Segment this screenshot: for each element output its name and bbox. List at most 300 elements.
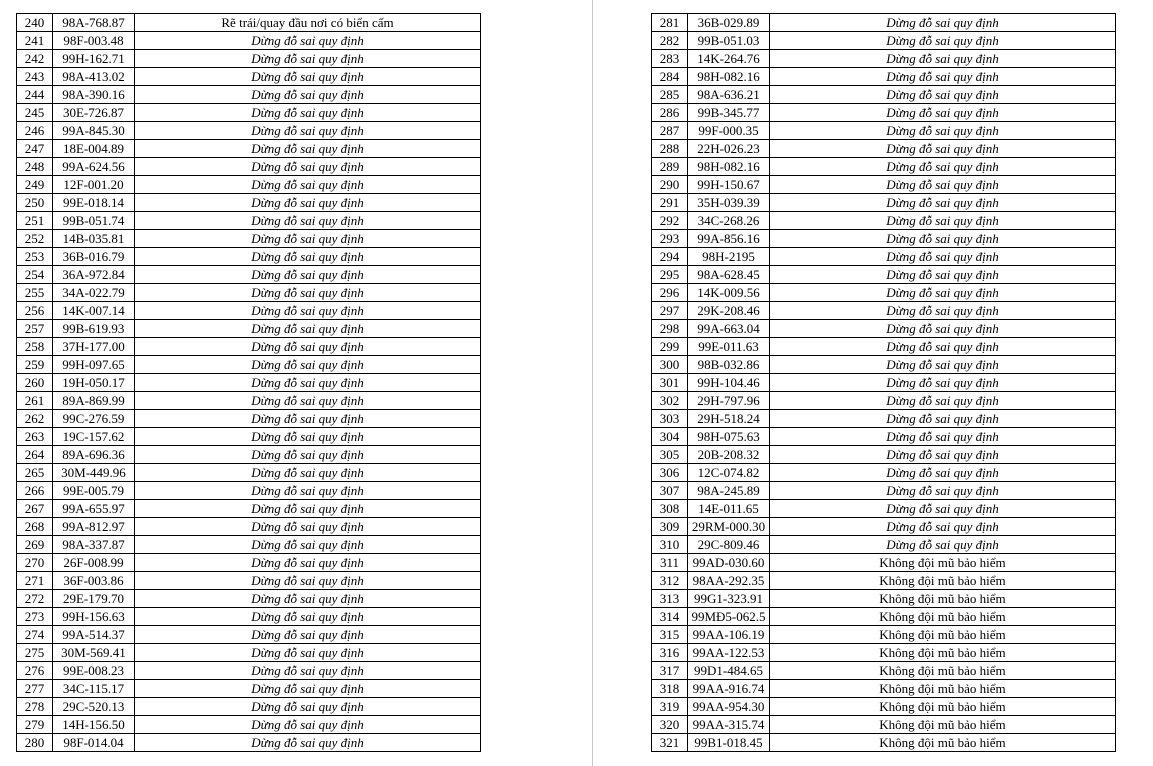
table-row xyxy=(652,356,1116,374)
violation-cell: Dừng đỗ sai quy định xyxy=(135,284,481,302)
violation-cell: Dừng đỗ sai quy định xyxy=(135,356,481,374)
table-row xyxy=(17,86,481,104)
table-row xyxy=(652,644,1116,662)
row-number-cell: 246 xyxy=(17,122,53,140)
row-number-cell: 241 xyxy=(17,32,53,50)
table-row xyxy=(17,662,481,680)
row-number-cell: 321 xyxy=(652,734,688,752)
violation-cell: Dừng đỗ sai quy định xyxy=(135,518,481,536)
violation-cell: Dừng đỗ sai quy định xyxy=(770,176,1116,194)
table-row xyxy=(652,680,1116,698)
violation-cell: Dừng đỗ sai quy định xyxy=(770,86,1116,104)
license-plate-cell: 34A-022.79 xyxy=(53,284,135,302)
table-row xyxy=(17,644,481,662)
row-number-cell: 277 xyxy=(17,680,53,698)
table-row xyxy=(17,230,481,248)
table-row xyxy=(17,590,481,608)
table-row xyxy=(17,518,481,536)
row-number-cell: 245 xyxy=(17,104,53,122)
violation-cell: Không đội mũ bảo hiểm xyxy=(770,734,1116,752)
table-row xyxy=(652,266,1116,284)
row-number-cell: 258 xyxy=(17,338,53,356)
violation-cell: Dừng đỗ sai quy định xyxy=(770,230,1116,248)
row-number-cell: 247 xyxy=(17,140,53,158)
table-row xyxy=(17,68,481,86)
license-plate-cell: 29E-179.70 xyxy=(53,590,135,608)
row-number-cell: 286 xyxy=(652,104,688,122)
row-number-cell: 304 xyxy=(652,428,688,446)
table-row xyxy=(652,446,1116,464)
document-page-right xyxy=(593,0,1153,766)
violation-cell: Dừng đỗ sai quy định xyxy=(770,482,1116,500)
row-number-cell: 301 xyxy=(652,374,688,392)
license-plate-cell: 99B-619.93 xyxy=(53,320,135,338)
row-number-cell: 290 xyxy=(652,176,688,194)
license-plate-cell: 98A-245.89 xyxy=(688,482,770,500)
row-number-cell: 263 xyxy=(17,428,53,446)
violation-cell: Dừng đỗ sai quy định xyxy=(135,212,481,230)
table-row xyxy=(652,572,1116,590)
row-number-cell: 252 xyxy=(17,230,53,248)
row-number-cell: 253 xyxy=(17,248,53,266)
license-plate-cell: 98H-2195 xyxy=(688,248,770,266)
row-number-cell: 279 xyxy=(17,716,53,734)
license-plate-cell: 98H-075.63 xyxy=(688,428,770,446)
table-row xyxy=(17,716,481,734)
row-number-cell: 306 xyxy=(652,464,688,482)
violation-cell: Dừng đỗ sai quy định xyxy=(770,122,1116,140)
row-number-cell: 265 xyxy=(17,464,53,482)
row-number-cell: 244 xyxy=(17,86,53,104)
license-plate-cell: 99AA-954.30 xyxy=(688,698,770,716)
row-number-cell: 294 xyxy=(652,248,688,266)
row-number-cell: 266 xyxy=(17,482,53,500)
table-row xyxy=(652,734,1116,752)
table-row xyxy=(652,338,1116,356)
table-row xyxy=(17,482,481,500)
violation-cell: Dừng đỗ sai quy định xyxy=(135,536,481,554)
row-number-cell: 271 xyxy=(17,572,53,590)
row-number-cell: 313 xyxy=(652,590,688,608)
row-number-cell: 280 xyxy=(17,734,53,752)
row-number-cell: 319 xyxy=(652,698,688,716)
table-row xyxy=(652,302,1116,320)
violation-cell: Dừng đỗ sai quy định xyxy=(135,608,481,626)
license-plate-cell: 99AA-916.74 xyxy=(688,680,770,698)
violation-cell: Dừng đỗ sai quy định xyxy=(770,50,1116,68)
row-number-cell: 288 xyxy=(652,140,688,158)
row-number-cell: 318 xyxy=(652,680,688,698)
violation-cell: Dừng đỗ sai quy định xyxy=(770,410,1116,428)
license-plate-cell: 36F-003.86 xyxy=(53,572,135,590)
license-plate-cell: 26F-008.99 xyxy=(53,554,135,572)
license-plate-cell: 99B-345.77 xyxy=(688,104,770,122)
table-row xyxy=(652,50,1116,68)
violation-cell: Dừng đỗ sai quy định xyxy=(135,230,481,248)
violation-cell: Không đội mũ bảo hiểm xyxy=(770,716,1116,734)
license-plate-cell: 98F-014.04 xyxy=(53,734,135,752)
license-plate-cell: 99E-018.14 xyxy=(53,194,135,212)
row-number-cell: 281 xyxy=(652,14,688,32)
row-number-cell: 251 xyxy=(17,212,53,230)
table-row xyxy=(17,266,481,284)
row-number-cell: 312 xyxy=(652,572,688,590)
violation-cell: Dừng đỗ sai quy định xyxy=(135,140,481,158)
violation-cell: Không đội mũ bảo hiểm xyxy=(770,608,1116,626)
row-number-cell: 300 xyxy=(652,356,688,374)
table-row xyxy=(652,374,1116,392)
table-row xyxy=(17,392,481,410)
violation-cell: Dừng đỗ sai quy định xyxy=(135,410,481,428)
license-plate-cell: 99B1-018.45 xyxy=(688,734,770,752)
table-row xyxy=(17,284,481,302)
violation-cell: Dừng đỗ sai quy định xyxy=(770,104,1116,122)
row-number-cell: 257 xyxy=(17,320,53,338)
license-plate-cell: 99AD-030.60 xyxy=(688,554,770,572)
license-plate-cell: 36B-016.79 xyxy=(53,248,135,266)
license-plate-cell: 99AA-106.19 xyxy=(688,626,770,644)
license-plate-cell: 99D1-484.65 xyxy=(688,662,770,680)
violation-cell: Không đội mũ bảo hiểm xyxy=(770,590,1116,608)
violation-cell: Dừng đỗ sai quy định xyxy=(135,32,481,50)
row-number-cell: 291 xyxy=(652,194,688,212)
violation-table-body xyxy=(17,14,481,752)
table-row xyxy=(652,122,1116,140)
row-number-cell: 273 xyxy=(17,608,53,626)
violation-cell: Dừng đỗ sai quy định xyxy=(770,392,1116,410)
license-plate-cell: 30M-569.41 xyxy=(53,644,135,662)
row-number-cell: 307 xyxy=(652,482,688,500)
row-number-cell: 302 xyxy=(652,392,688,410)
table-row xyxy=(17,410,481,428)
row-number-cell: 274 xyxy=(17,626,53,644)
row-number-cell: 268 xyxy=(17,518,53,536)
table-row xyxy=(652,248,1116,266)
violation-cell: Rẽ trái/quay đầu nơi có biển cấm xyxy=(135,14,481,32)
violation-cell: Dừng đỗ sai quy định xyxy=(770,320,1116,338)
violation-cell: Dừng đỗ sai quy định xyxy=(770,356,1116,374)
violation-cell: Không đội mũ bảo hiểm xyxy=(770,662,1116,680)
table-row xyxy=(17,428,481,446)
license-plate-cell: 20B-208.32 xyxy=(688,446,770,464)
violation-cell: Dừng đỗ sai quy định xyxy=(135,428,481,446)
license-plate-cell: 98A-413.02 xyxy=(53,68,135,86)
license-plate-cell: 99A-663.04 xyxy=(688,320,770,338)
violation-cell: Dừng đỗ sai quy định xyxy=(770,446,1116,464)
table-row xyxy=(17,122,481,140)
row-number-cell: 275 xyxy=(17,644,53,662)
table-row xyxy=(652,86,1116,104)
license-plate-cell: 14B-035.81 xyxy=(53,230,135,248)
violation-cell: Dừng đỗ sai quy định xyxy=(770,338,1116,356)
table-row xyxy=(652,590,1116,608)
row-number-cell: 270 xyxy=(17,554,53,572)
violation-cell: Dừng đỗ sai quy định xyxy=(770,248,1116,266)
row-number-cell: 240 xyxy=(17,14,53,32)
license-plate-cell: 99E-008.23 xyxy=(53,662,135,680)
license-plate-cell: 36A-972.84 xyxy=(53,266,135,284)
violation-cell: Dừng đỗ sai quy định xyxy=(135,158,481,176)
violation-cell: Dừng đỗ sai quy định xyxy=(770,500,1116,518)
license-plate-cell: 98F-003.48 xyxy=(53,32,135,50)
table-row xyxy=(652,608,1116,626)
license-plate-cell: 35H-039.39 xyxy=(688,194,770,212)
table-row xyxy=(17,608,481,626)
row-number-cell: 256 xyxy=(17,302,53,320)
violation-cell: Dừng đỗ sai quy định xyxy=(135,680,481,698)
license-plate-cell: 14K-009.56 xyxy=(688,284,770,302)
row-number-cell: 299 xyxy=(652,338,688,356)
violation-table-right xyxy=(651,13,1116,752)
table-row xyxy=(652,176,1116,194)
violation-cell: Không đội mũ bảo hiểm xyxy=(770,626,1116,644)
table-row xyxy=(652,536,1116,554)
license-plate-cell: 99E-011.63 xyxy=(688,338,770,356)
license-plate-cell: 18E-004.89 xyxy=(53,140,135,158)
license-plate-cell: 99G1-323.91 xyxy=(688,590,770,608)
table-row xyxy=(652,230,1116,248)
violation-cell: Dừng đỗ sai quy định xyxy=(770,194,1116,212)
violation-cell: Dừng đỗ sai quy định xyxy=(135,104,481,122)
table-row xyxy=(17,194,481,212)
violation-cell: Dừng đỗ sai quy định xyxy=(135,122,481,140)
license-plate-cell: 99A-624.56 xyxy=(53,158,135,176)
license-plate-cell: 29H-518.24 xyxy=(688,410,770,428)
row-number-cell: 283 xyxy=(652,50,688,68)
license-plate-cell: 37H-177.00 xyxy=(53,338,135,356)
license-plate-cell: 99H-097.65 xyxy=(53,356,135,374)
violation-cell: Dừng đỗ sai quy định xyxy=(135,194,481,212)
table-row xyxy=(17,320,481,338)
license-plate-cell: 99AA-122.53 xyxy=(688,644,770,662)
license-plate-cell: 98A-636.21 xyxy=(688,86,770,104)
violation-cell: Dừng đỗ sai quy định xyxy=(135,374,481,392)
table-row xyxy=(17,212,481,230)
row-number-cell: 260 xyxy=(17,374,53,392)
violation-cell: Dừng đỗ sai quy định xyxy=(135,50,481,68)
violation-cell: Dừng đỗ sai quy định xyxy=(770,266,1116,284)
violation-cell: Dừng đỗ sai quy định xyxy=(770,32,1116,50)
license-plate-cell: 99E-005.79 xyxy=(53,482,135,500)
violation-cell: Dừng đỗ sai quy định xyxy=(770,284,1116,302)
table-row xyxy=(652,158,1116,176)
table-row xyxy=(17,626,481,644)
violation-cell: Dừng đỗ sai quy định xyxy=(770,428,1116,446)
row-number-cell: 315 xyxy=(652,626,688,644)
table-row xyxy=(17,500,481,518)
license-plate-cell: 19H-050.17 xyxy=(53,374,135,392)
violation-cell: Dừng đỗ sai quy định xyxy=(135,338,481,356)
table-row xyxy=(652,104,1116,122)
license-plate-cell: 99A-845.30 xyxy=(53,122,135,140)
table-row xyxy=(652,284,1116,302)
violation-cell: Dừng đỗ sai quy định xyxy=(135,248,481,266)
row-number-cell: 278 xyxy=(17,698,53,716)
table-row xyxy=(17,554,481,572)
license-plate-cell: 98B-032.86 xyxy=(688,356,770,374)
row-number-cell: 303 xyxy=(652,410,688,428)
table-row xyxy=(17,104,481,122)
license-plate-cell: 89A-869.99 xyxy=(53,392,135,410)
table-row xyxy=(17,302,481,320)
violation-cell: Dừng đỗ sai quy định xyxy=(770,302,1116,320)
violation-cell: Dừng đỗ sai quy định xyxy=(135,716,481,734)
violation-cell: Dừng đỗ sai quy định xyxy=(135,86,481,104)
license-plate-cell: 30E-726.87 xyxy=(53,104,135,122)
license-plate-cell: 34C-268.26 xyxy=(688,212,770,230)
row-number-cell: 295 xyxy=(652,266,688,284)
row-number-cell: 272 xyxy=(17,590,53,608)
table-row xyxy=(652,482,1116,500)
violation-cell: Dừng đỗ sai quy định xyxy=(770,14,1116,32)
violation-cell: Dừng đỗ sai quy định xyxy=(135,500,481,518)
violation-cell: Dừng đỗ sai quy định xyxy=(135,302,481,320)
violation-cell: Dừng đỗ sai quy định xyxy=(770,464,1116,482)
license-plate-cell: 99H-150.67 xyxy=(688,176,770,194)
violation-cell: Dừng đỗ sai quy định xyxy=(135,482,481,500)
license-plate-cell: 29C-520.13 xyxy=(53,698,135,716)
violation-cell: Dừng đỗ sai quy định xyxy=(770,374,1116,392)
violation-cell: Dừng đỗ sai quy định xyxy=(135,446,481,464)
violation-cell: Dừng đỗ sai quy định xyxy=(135,644,481,662)
violation-cell: Không đội mũ bảo hiểm xyxy=(770,680,1116,698)
row-number-cell: 297 xyxy=(652,302,688,320)
row-number-cell: 276 xyxy=(17,662,53,680)
row-number-cell: 285 xyxy=(652,86,688,104)
violation-cell: Dừng đỗ sai quy định xyxy=(135,590,481,608)
row-number-cell: 262 xyxy=(17,410,53,428)
violation-cell: Dừng đỗ sai quy định xyxy=(135,68,481,86)
license-plate-cell: 98H-082.16 xyxy=(688,158,770,176)
license-plate-cell: 29RM-000.30 xyxy=(688,518,770,536)
license-plate-cell: 99F-000.35 xyxy=(688,122,770,140)
table-row xyxy=(17,734,481,752)
license-plate-cell: 98A-390.16 xyxy=(53,86,135,104)
violation-cell: Dừng đỗ sai quy định xyxy=(135,662,481,680)
license-plate-cell: 14K-007.14 xyxy=(53,302,135,320)
license-plate-cell: 14H-156.50 xyxy=(53,716,135,734)
violation-cell: Không đội mũ bảo hiểm xyxy=(770,698,1116,716)
license-plate-cell: 99H-104.46 xyxy=(688,374,770,392)
license-plate-cell: 29K-208.46 xyxy=(688,302,770,320)
table-row xyxy=(17,14,481,32)
table-row xyxy=(652,32,1116,50)
table-row xyxy=(17,464,481,482)
table-row xyxy=(652,716,1116,734)
table-row xyxy=(17,32,481,50)
license-plate-cell: 36B-029.89 xyxy=(688,14,770,32)
table-row xyxy=(17,680,481,698)
license-plate-cell: 99B-051.74 xyxy=(53,212,135,230)
table-row xyxy=(17,158,481,176)
row-number-cell: 311 xyxy=(652,554,688,572)
violation-cell: Dừng đỗ sai quy định xyxy=(135,698,481,716)
license-plate-cell: 99A-812.97 xyxy=(53,518,135,536)
violation-cell: Dừng đỗ sai quy định xyxy=(135,176,481,194)
license-plate-cell: 99A-655.97 xyxy=(53,500,135,518)
table-row xyxy=(652,14,1116,32)
table-row xyxy=(652,410,1116,428)
table-row xyxy=(652,392,1116,410)
license-plate-cell: 30M-449.96 xyxy=(53,464,135,482)
table-row xyxy=(652,140,1116,158)
table-row xyxy=(17,698,481,716)
table-row xyxy=(17,176,481,194)
license-plate-cell: 98H-082.16 xyxy=(688,68,770,86)
license-plate-cell: 99C-276.59 xyxy=(53,410,135,428)
violation-table-left xyxy=(16,13,481,752)
row-number-cell: 264 xyxy=(17,446,53,464)
violation-cell: Dừng đỗ sai quy định xyxy=(770,140,1116,158)
violation-cell: Dừng đỗ sai quy định xyxy=(135,626,481,644)
table-row xyxy=(652,500,1116,518)
table-row xyxy=(652,320,1116,338)
row-number-cell: 320 xyxy=(652,716,688,734)
license-plate-cell: 99A-514.37 xyxy=(53,626,135,644)
row-number-cell: 248 xyxy=(17,158,53,176)
license-plate-cell: 99AA-315.74 xyxy=(688,716,770,734)
table-row xyxy=(17,572,481,590)
row-number-cell: 242 xyxy=(17,50,53,68)
row-number-cell: 289 xyxy=(652,158,688,176)
table-row xyxy=(652,194,1116,212)
violation-cell: Dừng đỗ sai quy định xyxy=(135,392,481,410)
violation-cell: Dừng đỗ sai quy định xyxy=(135,320,481,338)
license-plate-cell: 14E-011.65 xyxy=(688,500,770,518)
row-number-cell: 249 xyxy=(17,176,53,194)
table-row xyxy=(652,428,1116,446)
license-plate-cell: 98A-628.45 xyxy=(688,266,770,284)
row-number-cell: 269 xyxy=(17,536,53,554)
row-number-cell: 305 xyxy=(652,446,688,464)
row-number-cell: 314 xyxy=(652,608,688,626)
row-number-cell: 310 xyxy=(652,536,688,554)
table-row xyxy=(17,50,481,68)
violation-cell: Dừng đỗ sai quy định xyxy=(135,734,481,752)
license-plate-cell: 99H-162.71 xyxy=(53,50,135,68)
row-number-cell: 316 xyxy=(652,644,688,662)
row-number-cell: 309 xyxy=(652,518,688,536)
license-plate-cell: 98A-768.87 xyxy=(53,14,135,32)
row-number-cell: 284 xyxy=(652,68,688,86)
violation-cell: Dừng đỗ sai quy định xyxy=(135,554,481,572)
license-plate-cell: 29C-809.46 xyxy=(688,536,770,554)
row-number-cell: 250 xyxy=(17,194,53,212)
violation-cell: Dừng đỗ sai quy định xyxy=(770,518,1116,536)
row-number-cell: 296 xyxy=(652,284,688,302)
table-row xyxy=(652,464,1116,482)
license-plate-cell: 99A-856.16 xyxy=(688,230,770,248)
license-plate-cell: 14K-264.76 xyxy=(688,50,770,68)
license-plate-cell: 89A-696.36 xyxy=(53,446,135,464)
table-row xyxy=(17,140,481,158)
row-number-cell: 308 xyxy=(652,500,688,518)
license-plate-cell: 12C-074.82 xyxy=(688,464,770,482)
row-number-cell: 293 xyxy=(652,230,688,248)
table-row xyxy=(17,446,481,464)
table-row xyxy=(17,374,481,392)
table-row xyxy=(652,68,1116,86)
violation-cell: Dừng đỗ sai quy định xyxy=(135,572,481,590)
license-plate-cell: 12F-001.20 xyxy=(53,176,135,194)
table-row xyxy=(652,212,1116,230)
row-number-cell: 282 xyxy=(652,32,688,50)
table-row xyxy=(652,626,1116,644)
license-plate-cell: 99B-051.03 xyxy=(688,32,770,50)
row-number-cell: 298 xyxy=(652,320,688,338)
table-row xyxy=(652,518,1116,536)
violation-cell: Dừng đỗ sai quy định xyxy=(770,158,1116,176)
